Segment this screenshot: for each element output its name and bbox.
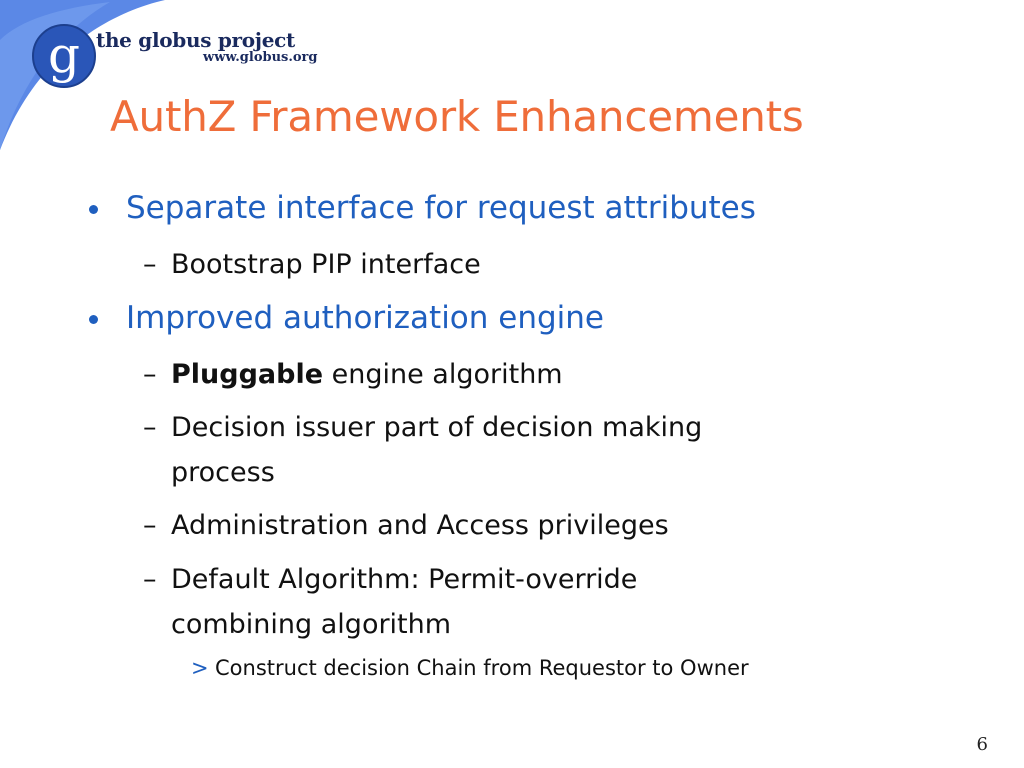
- bullet-text: Bootstrap PIP interface: [171, 249, 481, 280]
- bullet-dot-icon: [89, 205, 98, 214]
- bullet-level2: [143, 557, 891, 647]
- dash-marker: –: [143, 359, 157, 390]
- chevron-marker: >: [191, 656, 209, 680]
- bullet-text: Separate interface for request attributes: [126, 190, 756, 226]
- page-number: 6: [976, 734, 988, 755]
- logo-url: www.globus.org: [203, 50, 318, 65]
- bullet-level2: [143, 242, 891, 287]
- bullet-text-line: combining algorithm: [171, 609, 452, 640]
- bullet-level3: [191, 656, 749, 680]
- bullet-level2: [143, 503, 891, 548]
- dash-marker: –: [143, 564, 157, 595]
- bullet-text: engine algorithm: [323, 359, 563, 390]
- bullet-level2: [143, 405, 891, 495]
- dash-marker: –: [143, 412, 157, 443]
- logo-name: the globus project: [96, 28, 295, 52]
- logo-letter: g: [47, 26, 81, 84]
- bullet-dot-icon: [89, 315, 98, 324]
- bullet-bold-text: Pluggable: [171, 359, 324, 390]
- bullet-level1: [126, 300, 604, 336]
- slide-title: AuthZ Framework Enhancements: [110, 92, 804, 141]
- bullet-text: Administration and Access privileges: [171, 510, 669, 541]
- dash-marker: –: [143, 510, 157, 541]
- bullet-text: Improved authorization engine: [126, 300, 605, 336]
- bullet-level1: [126, 190, 756, 226]
- dash-marker: –: [143, 249, 157, 280]
- bullet-text-line: process: [171, 457, 275, 488]
- bullet-text: Construct decision Chain from Requestor to Owner: [215, 656, 749, 680]
- bullet-text-line: Decision issuer part of decision making: [171, 412, 703, 443]
- bullet-level2: [143, 352, 891, 397]
- bullet-text-line: Default Algorithm: Permit-override: [171, 564, 638, 595]
